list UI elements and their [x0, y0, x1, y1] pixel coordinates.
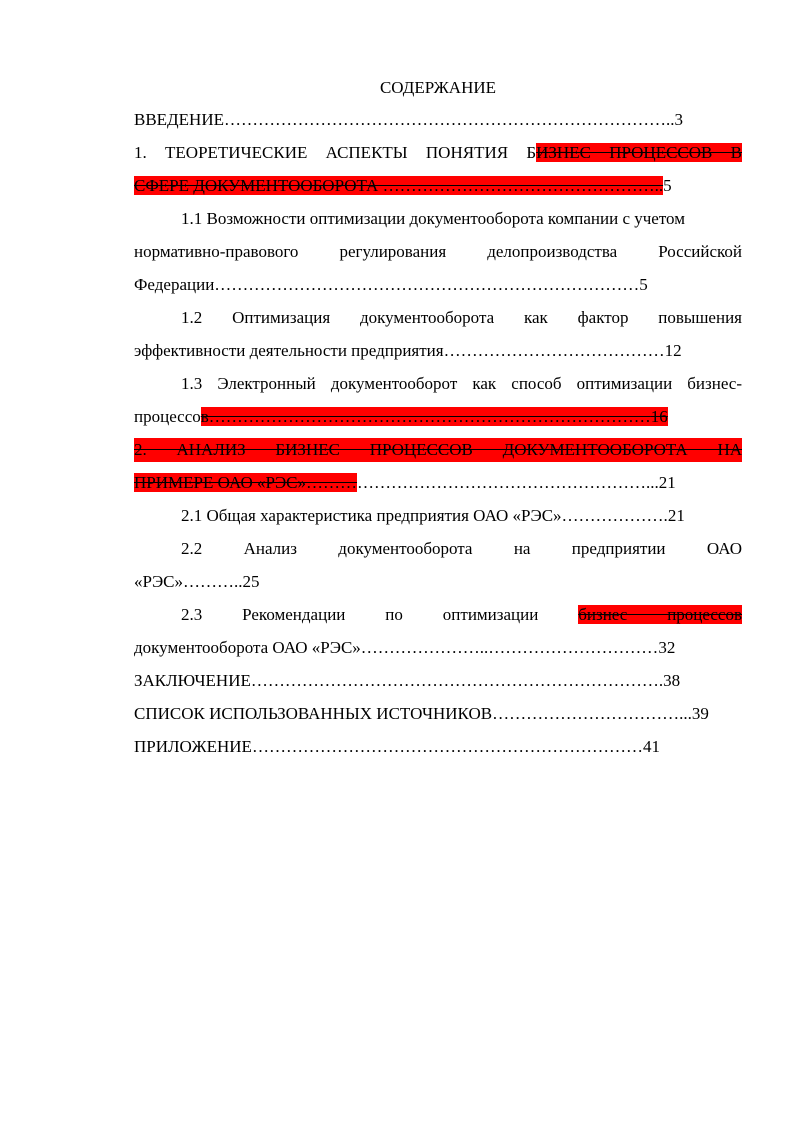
- toc-entry-text: 2.2 Анализ документооборота на предприятии ОАО: [181, 539, 742, 558]
- toc-entry-chapter-2-cont: [134, 471, 742, 495]
- toc-page-number: 25: [242, 572, 260, 591]
- toc-entry-text: документооборота ОАО «РЭС»…………………..…………………………: [134, 638, 659, 657]
- toc-page-number: 5: [639, 275, 648, 294]
- toc-entry-text: 1.3 Электронный документооборот как способ оптимизации бизнес-: [181, 374, 742, 393]
- page-title: СОДЕРЖАНИЕ: [379, 78, 497, 97]
- toc-entry-text: «РЭС»………..: [134, 572, 243, 591]
- toc-entry-2-1: [181, 504, 742, 528]
- highlighted-text: [201, 407, 668, 426]
- toc-entry-conclusion: [134, 669, 742, 693]
- toc-entry-text: процессо: [134, 407, 201, 426]
- highlighted-text: 2. АНАЛИЗ БИЗНЕС ПРОЦЕССОВ ДОКУМЕНТООБОРОТА НА: [134, 440, 742, 459]
- toc-entry-text: СПИСОК ИСПОЛЬЗОВАННЫХ ИСТОЧНИКОВ……………………………...: [134, 704, 692, 723]
- toc-page-number: 16: [650, 407, 668, 426]
- highlighted-text: СФЕРЕ ДОКУМЕНТООБОРОТА …………………………………………..: [134, 176, 664, 195]
- toc-entry-text: ВВЕДЕНИЕ……………………………………………………………………..: [134, 110, 675, 129]
- toc-entry-1-2-cont: [134, 339, 742, 363]
- toc-page-number: 32: [658, 638, 676, 657]
- toc-page-number: 21: [667, 506, 685, 525]
- toc-entry-text: ПРИЛОЖЕНИЕ……………………………………………………………: [134, 737, 643, 756]
- toc-entry-2-2-cont: [134, 570, 742, 594]
- highlighted-dots: в……………………………………………………………………: [200, 407, 651, 426]
- toc-entry-text: 1. ТЕОРЕТИЧЕСКИЕ АСПЕКТЫ ПОНЯТИЯ Б: [134, 143, 537, 162]
- highlighted-text: бизнес процессов: [578, 605, 742, 624]
- toc-entry-1-1-cont: [134, 240, 742, 264]
- toc-entry-text: 1.1 Возможности оптимизации документооборота компании с учетом: [181, 209, 685, 228]
- toc-entry-1-1: [181, 207, 742, 231]
- toc-entry-text: 1.2 Оптимизация документооборота как фактор повышения: [181, 308, 742, 327]
- toc-entry-2-2: [181, 537, 742, 561]
- toc-entry-1-2: [181, 306, 742, 330]
- toc-page-number: 12: [664, 341, 682, 360]
- toc-entry-appendix: [134, 735, 742, 759]
- toc-page-number: 21: [658, 473, 676, 492]
- toc-entry-intro: [134, 108, 742, 132]
- toc-page-number: 3: [674, 110, 683, 129]
- toc-entry-text: Федерации…………………………………………………………………: [134, 275, 640, 294]
- toc-entry-2-3-cont: [134, 636, 742, 660]
- toc-entry-text: эффективности деятельности предприятия…………………………………: [134, 341, 665, 360]
- toc-entry-text: нормативно-правового регулирования делопроизводства Российской: [134, 242, 742, 261]
- toc-entry-chapter-1-cont: [134, 174, 742, 198]
- toc-entry-sources: [134, 702, 742, 726]
- toc-entry-2-3: [181, 603, 742, 627]
- toc-entry-text: 2.3 Рекомендации по оптимизации: [181, 605, 539, 624]
- toc-page-number: 5: [663, 176, 672, 195]
- toc-entry-1-3-cont: [134, 405, 742, 429]
- toc-entry-text: ЗАКЛЮЧЕНИЕ……………………………………………………………….: [134, 671, 664, 690]
- toc-page-number: 41: [642, 737, 660, 756]
- highlighted-text: ПРИМЕРЕ ОАО «РЭС»………: [134, 473, 358, 492]
- toc-page-number: 38: [663, 671, 681, 690]
- toc-page-number: 39: [691, 704, 709, 723]
- highlighted-text: ИЗНЕС ПРОЦЕССОВ В: [536, 143, 742, 162]
- toc-entry-1-1-cont2: [134, 273, 742, 297]
- toc-entry-text: 2.1 Общая характеристика предприятия ОАО «РЭС»……………….: [181, 506, 668, 525]
- toc-entry-chapter-2: [134, 438, 742, 462]
- toc-entry-chapter-1: [134, 141, 742, 165]
- toc-entry-1-3: [181, 372, 742, 396]
- toc-entry-text: ……………………………………………...: [357, 473, 659, 492]
